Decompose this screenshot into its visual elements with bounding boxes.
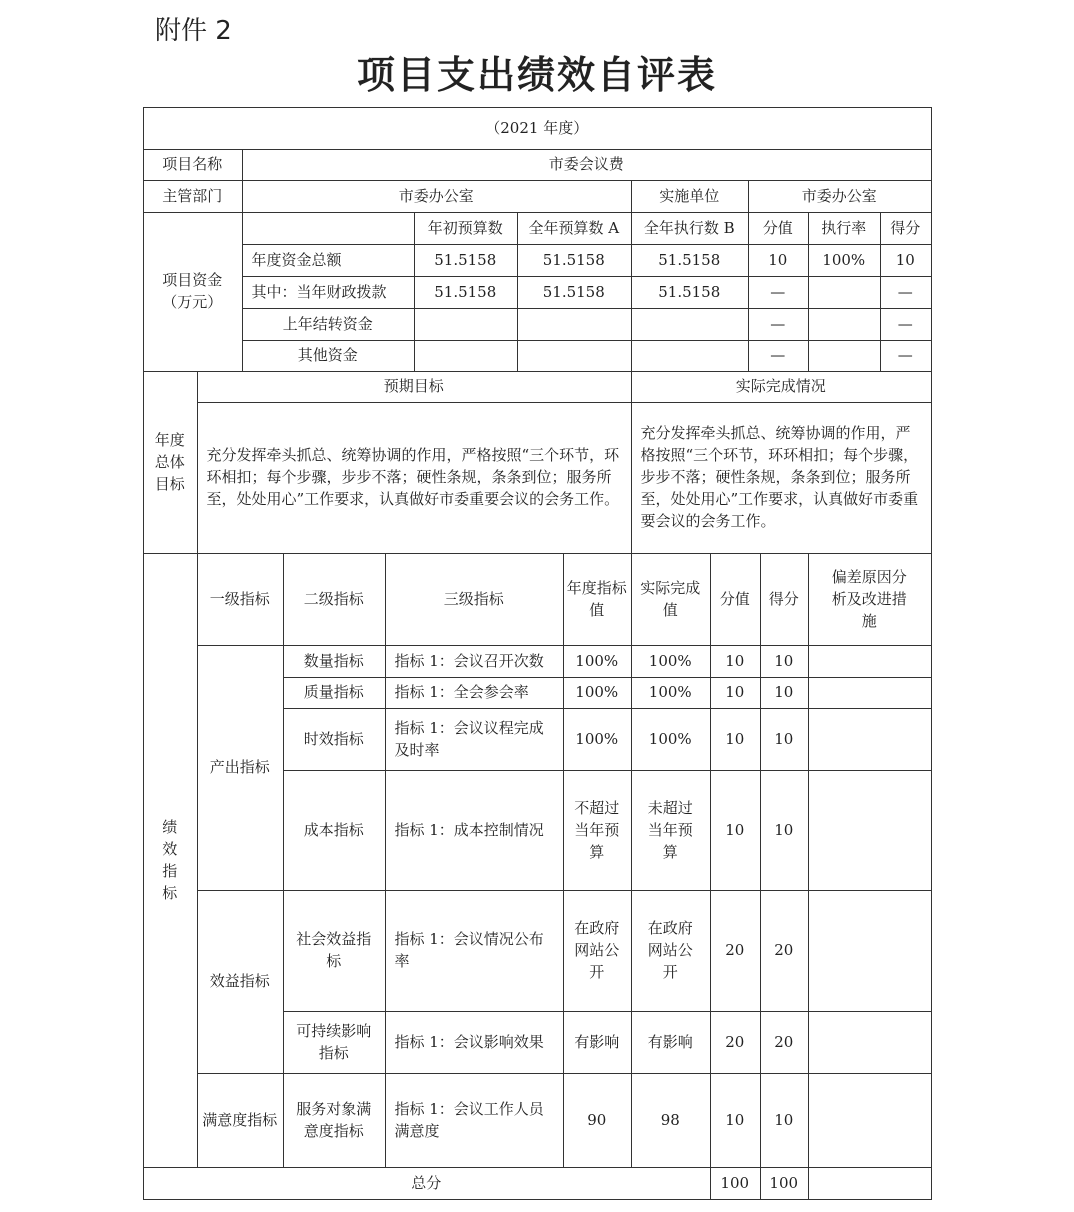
perf-l3: 指标 1：会议议程完成及时率 — [394, 718, 544, 759]
perf-score: 10 — [774, 651, 794, 670]
funds-cell: 51.5158 — [434, 250, 497, 269]
perf-score-cell — [760, 890, 810, 1013]
perf-header: 得分 — [768, 589, 799, 608]
perf-header-cell — [563, 553, 633, 647]
project-name-value: 市委会议费 — [548, 155, 624, 174]
funds-cell-cell — [748, 340, 810, 373]
dept-label: 主管部门 — [162, 186, 223, 205]
perf-l2-cell — [283, 645, 387, 679]
funds-cell: — — [897, 314, 913, 333]
year-label: （2021 年度） — [485, 118, 589, 137]
perf-header-cell — [808, 553, 933, 647]
perf-deviation-cell — [808, 1073, 933, 1169]
funds-cell: — — [770, 282, 786, 301]
perf-header: 一级指标 — [209, 589, 270, 608]
funds-cell-cell — [517, 276, 633, 310]
actual-label-cell — [631, 371, 933, 404]
funds-cell-cell — [414, 308, 519, 342]
funds-cell: 10 — [895, 250, 915, 269]
perf-score_value-cell — [710, 890, 762, 1013]
goals-label-cell — [143, 371, 199, 555]
funds-cell: — — [770, 346, 786, 365]
perf-header-cell — [283, 553, 387, 647]
funds-header: 执行率 — [821, 218, 867, 237]
funds-header: 得分 — [890, 218, 921, 237]
funds-cell-cell — [517, 244, 633, 278]
perf-target-cell — [563, 677, 633, 710]
perf-l3-cell — [385, 677, 565, 710]
perf-header: 偏差原因分析及改进措施 — [831, 567, 907, 630]
actual-label: 实际完成情况 — [735, 377, 826, 396]
funds-row-name: 其中：当年财政拨款 — [251, 282, 387, 301]
perf-score_value-cell — [710, 677, 762, 710]
perf-score-cell — [760, 1073, 810, 1169]
perf-header-cell — [760, 553, 810, 647]
group-output: 产出指标 — [209, 758, 270, 777]
perf-deviation-cell — [808, 677, 933, 710]
perf-score_value: 10 — [725, 683, 745, 702]
project-name-label: 项目名称 — [162, 155, 223, 174]
actual-text-cell — [631, 402, 933, 555]
funds-cell: — — [770, 314, 786, 333]
expected-text-cell — [197, 402, 633, 555]
perf-score_value-cell — [710, 1073, 762, 1169]
perf-l2: 社会效益指标 — [296, 930, 372, 971]
perf-target: 90 — [587, 1110, 607, 1129]
funds-cell-cell — [748, 308, 810, 342]
perf-deviation-cell — [808, 770, 933, 892]
perf-l3-cell — [385, 708, 565, 772]
perf-l2: 时效指标 — [303, 729, 364, 748]
perf-actual: 在政府网站公开 — [647, 919, 693, 982]
funds-cell-cell — [880, 340, 933, 373]
perf-actual: 有影响 — [647, 1032, 693, 1051]
funds-cell-cell — [631, 244, 750, 278]
perf-target-cell — [563, 770, 633, 892]
total-label-cell — [143, 1167, 712, 1201]
perf-l2-cell — [283, 770, 387, 892]
total-blank-cell — [808, 1167, 933, 1201]
perf-score_value-cell — [710, 770, 762, 892]
funds-header: 全年预算数 A — [528, 218, 620, 237]
perf-l2-cell — [283, 1073, 387, 1169]
perf-l3: 指标 1：会议影响效果 — [394, 1032, 544, 1051]
dept-value: 市委办公室 — [398, 186, 474, 205]
expected-label: 预期目标 — [383, 377, 444, 396]
perf-l2-cell — [283, 708, 387, 772]
funds-header-cell — [748, 212, 810, 246]
perf-score_value: 20 — [725, 1032, 745, 1051]
funds-cell-cell — [808, 340, 882, 373]
perf-header: 三级指标 — [443, 589, 504, 608]
perf-actual: 100% — [648, 729, 692, 748]
total-value: 100 — [720, 1173, 750, 1192]
perf-l2: 可持续影响指标 — [296, 1021, 372, 1062]
perf-score: 10 — [774, 729, 794, 748]
perf-score_value: 10 — [725, 820, 745, 839]
funds-cell: 10 — [768, 250, 788, 269]
funds-cell-cell — [631, 340, 750, 373]
perf-l2-cell — [283, 677, 387, 710]
funds-label: 项目资金（万元） — [162, 271, 223, 312]
perf-l2: 成本指标 — [303, 820, 364, 839]
perf-l3-cell — [385, 1011, 565, 1075]
perf-l3: 指标 1：会议情况公布率 — [394, 930, 544, 971]
perf-actual: 100% — [648, 651, 692, 670]
perf-l3: 指标 1：全会参会率 — [394, 683, 529, 702]
perf-header: 实际完成值 — [640, 578, 701, 619]
funds-cell-cell — [517, 308, 633, 342]
perf-target-cell — [563, 890, 633, 1013]
perf-target-cell — [563, 708, 633, 772]
impl-value-cell — [748, 180, 933, 214]
funds-cell: 51.5158 — [542, 282, 605, 301]
perf-deviation-cell — [808, 890, 933, 1013]
perf-l2: 服务对象满意度指标 — [296, 1099, 372, 1140]
perf-score_value: 20 — [725, 941, 745, 960]
funds-cell: — — [897, 282, 913, 301]
perf-score_value-cell — [710, 645, 762, 679]
funds-cell-cell — [880, 276, 933, 310]
perf-l3: 指标 1：成本控制情况 — [394, 820, 544, 839]
funds-cell: — — [897, 346, 913, 365]
project-name-value-cell — [242, 149, 933, 182]
funds-cell: 51.5158 — [542, 250, 605, 269]
perf-deviation-cell — [808, 1011, 933, 1075]
perf-score: 20 — [774, 1032, 794, 1051]
page-title: 项目支出绩效自评表 — [356, 52, 717, 97]
funds-cell-cell — [880, 244, 933, 278]
perf-l3-cell — [385, 1073, 565, 1169]
perf-l2: 质量指标 — [303, 683, 364, 702]
perf-score-cell — [760, 1011, 810, 1075]
funds-header-cell — [880, 212, 933, 246]
funds-cell-cell — [414, 340, 519, 373]
funds-row-name: 年度资金总额 — [251, 250, 342, 269]
funds-header-cell — [631, 212, 750, 246]
total-score: 100 — [769, 1173, 799, 1192]
perf-l3: 指标 1：会议工作人员满意度 — [394, 1099, 544, 1140]
perf-l2: 数量指标 — [303, 651, 364, 670]
funds-cell: 51.5158 — [658, 250, 721, 269]
perf-actual-cell — [631, 770, 712, 892]
funds-header: 全年执行数 B — [643, 218, 735, 237]
funds-cell-cell — [631, 276, 750, 310]
funds-cell-cell — [808, 308, 882, 342]
perf-target: 在政府网站公开 — [574, 919, 620, 982]
perf-actual: 未超过当年预算 — [647, 798, 693, 861]
impl-label-cell — [631, 180, 750, 214]
total-value-cell — [710, 1167, 762, 1201]
funds-cell: 51.5158 — [658, 282, 721, 301]
perf-l2-cell — [283, 1011, 387, 1075]
funds-cell-cell — [808, 244, 882, 278]
perf-actual-cell — [631, 1011, 712, 1075]
perf-actual: 98 — [660, 1110, 680, 1129]
total-label: 总分 — [411, 1173, 442, 1192]
perf-l3-cell — [385, 770, 565, 892]
perf-actual-cell — [631, 1073, 712, 1169]
funds-row-name-cell — [242, 276, 416, 310]
perf-header: 分值 — [719, 589, 750, 608]
perf-l3: 指标 1：会议召开次数 — [394, 651, 544, 670]
perf-deviation-cell — [808, 645, 933, 679]
perf-score_value: 10 — [725, 729, 745, 748]
goals-label: 年度总体目标 — [154, 430, 185, 493]
perf-actual-cell — [631, 677, 712, 710]
funds-header-cell — [517, 212, 633, 246]
perf-target: 100% — [575, 683, 619, 702]
perf-target-cell — [563, 1073, 633, 1169]
funds-cell: 51.5158 — [434, 282, 497, 301]
perf-header-cell — [197, 553, 285, 647]
perf-score_value: 10 — [725, 1110, 745, 1129]
year-label-cell — [143, 107, 933, 151]
perf-header-cell — [385, 553, 565, 647]
funds-row-name: 其他资金 — [297, 346, 358, 365]
funds-cell-cell — [414, 276, 519, 310]
group-satisfaction-cell — [197, 1073, 285, 1169]
evaluation-table — [143, 107, 932, 1200]
perf-score: 20 — [774, 941, 794, 960]
perf-target-cell — [563, 1011, 633, 1075]
perf-l3-cell — [385, 645, 565, 679]
funds-header: 年初预算数 — [427, 218, 503, 237]
perf-score: 10 — [774, 1110, 794, 1129]
perf-l2-cell — [283, 890, 387, 1013]
impl-value: 市委办公室 — [801, 186, 877, 205]
total-score-cell — [760, 1167, 810, 1201]
funds-cell-cell — [517, 340, 633, 373]
funds-header-cell — [808, 212, 882, 246]
funds-cell-cell — [748, 276, 810, 310]
perf-score-cell — [760, 677, 810, 710]
funds-cell-cell — [808, 276, 882, 310]
perf-score: 10 — [774, 683, 794, 702]
perf-label-cell — [143, 553, 199, 1169]
funds-cell-cell — [748, 244, 810, 278]
perf-header-cell — [710, 553, 762, 647]
funds-cell: 100% — [822, 250, 866, 269]
group-satisfaction: 满意度指标 — [202, 1110, 278, 1129]
funds-cell-cell — [880, 308, 933, 342]
perf-score-cell — [760, 645, 810, 679]
funds-cell-cell — [631, 308, 750, 342]
perf-score_value-cell — [710, 1011, 762, 1075]
perf-header-cell — [631, 553, 712, 647]
perf-actual-cell — [631, 890, 712, 1013]
group-output-cell — [197, 645, 285, 892]
actual-text: 充分发挥牵头抓总、统筹协调的作用，严格按照“三个环节，环环相扣；每个步骤，步步不落；硬性条规，条条到位；服务所至，处处用心”工作要求，认真做好市委重要会议的会务工作。 — [640, 424, 919, 531]
perf-score-cell — [760, 770, 810, 892]
group-benefit-cell — [197, 890, 285, 1075]
dept-label-cell — [143, 180, 244, 214]
funds-cell-cell — [414, 244, 519, 278]
perf-actual-cell — [631, 708, 712, 772]
funds-blank-header-cell — [242, 212, 416, 246]
perf-score_value-cell — [710, 708, 762, 772]
funds-row-name-cell — [242, 340, 416, 373]
perf-deviation-cell — [808, 708, 933, 772]
funds-label-cell — [143, 212, 244, 373]
perf-actual-cell — [631, 645, 712, 679]
funds-row-name-cell — [242, 244, 416, 278]
perf-label: 绩效指标 — [162, 817, 178, 902]
funds-row-name: 上年结转资金 — [282, 314, 373, 333]
perf-actual: 100% — [648, 683, 692, 702]
perf-score: 10 — [774, 820, 794, 839]
perf-header: 二级指标 — [303, 589, 364, 608]
perf-header: 年度指标值 — [566, 578, 627, 619]
perf-target: 100% — [575, 651, 619, 670]
impl-label: 实施单位 — [659, 186, 720, 205]
expected-label-cell — [197, 371, 633, 404]
perf-target: 100% — [575, 729, 619, 748]
perf-l3-cell — [385, 890, 565, 1013]
funds-row-name-cell — [242, 308, 416, 342]
expected-text: 充分发挥牵头抓总、统筹协调的作用，严格按照“三个环节，环环相扣；每个步骤，步步不落；硬性条规，条条到位；服务所至，处处用心”工作要求，认真做好市委重要会议的会务工作。 — [206, 446, 620, 509]
group-benefit: 效益指标 — [209, 972, 270, 991]
perf-score-cell — [760, 708, 810, 772]
project-name-label-cell — [143, 149, 244, 182]
dept-value-cell — [242, 180, 633, 214]
perf-target: 不超过当年预算 — [574, 798, 620, 861]
perf-score_value: 10 — [725, 651, 745, 670]
attachment-label: 附件 2 — [155, 16, 232, 46]
perf-target: 有影响 — [574, 1032, 620, 1051]
funds-header: 分值 — [762, 218, 793, 237]
funds-header-cell — [414, 212, 519, 246]
perf-target-cell — [563, 645, 633, 679]
